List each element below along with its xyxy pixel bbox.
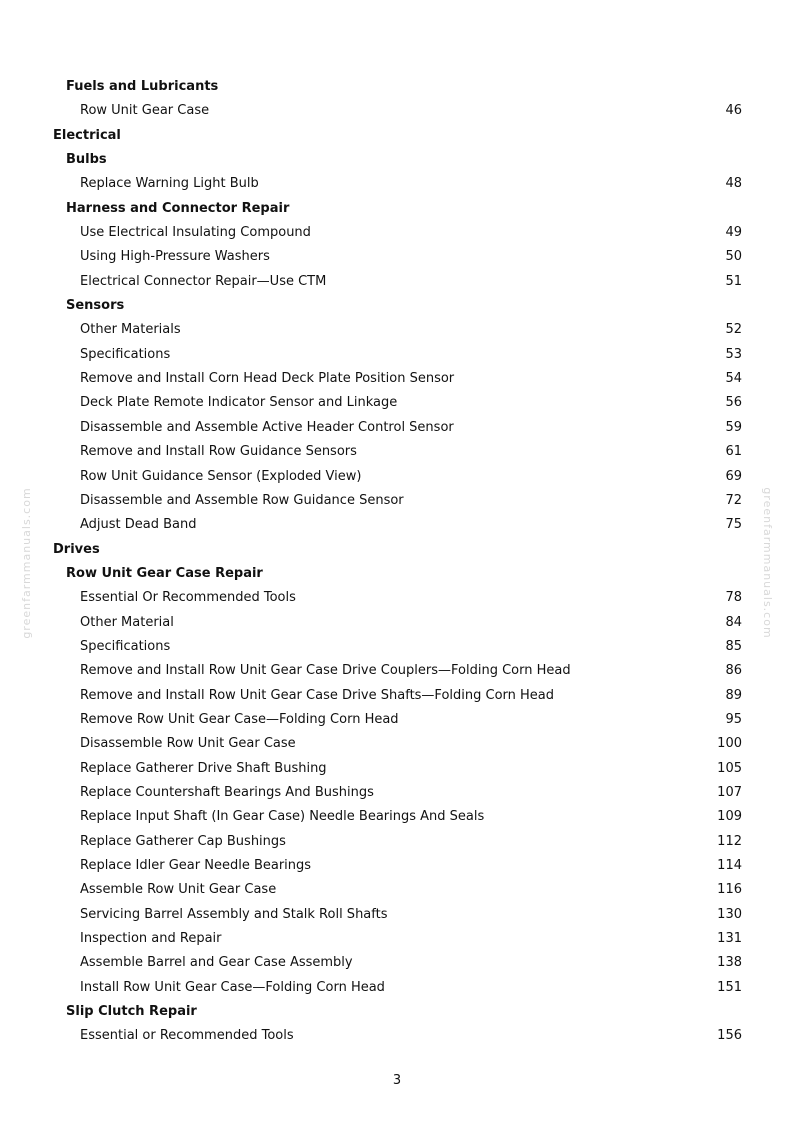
toc-entry[interactable]: [0, 659, 794, 683]
toc-entry[interactable]: [0, 781, 794, 805]
toc-entry[interactable]: [0, 416, 794, 440]
toc-entry-page-number: 61: [725, 444, 742, 460]
toc-entry[interactable]: [0, 854, 794, 878]
toc-section-heading[interactable]: [0, 197, 794, 221]
toc-entry-title: Row Unit Guidance Sensor (Exploded View): [80, 468, 362, 484]
toc-entry-page-number: 112: [717, 833, 742, 849]
toc-entry-title: Specifications: [80, 346, 171, 362]
toc-entry-title: Assemble Barrel and Gear Case Assembly: [80, 955, 353, 971]
toc-entry-page-number: 151: [717, 979, 742, 995]
watermark-left: greenfarmmanuals.com: [20, 487, 33, 639]
toc-entry-page-number: 116: [717, 882, 742, 898]
toc-entry-page-number: 84: [725, 614, 742, 630]
toc-entry-page-number: 107: [717, 784, 742, 800]
toc-entry-title: Using High-Pressure Washers: [80, 249, 270, 265]
toc-entry-title: Inspection and Repair: [80, 931, 222, 947]
toc-entry-title: Remove Row Unit Gear Case—Folding Corn Head: [80, 711, 399, 727]
toc-entry-title: Other Material: [80, 614, 174, 630]
toc-entry-title: Assemble Row Unit Gear Case: [80, 882, 277, 898]
toc-entry-title: Install Row Unit Gear Case—Folding Corn Head: [80, 979, 385, 995]
toc-entry-page-number: 78: [725, 590, 742, 606]
toc-entry-title: Replace Gatherer Cap Bushings: [80, 833, 286, 849]
toc-entry-title: Row Unit Gear Case: [80, 103, 210, 119]
toc-entry[interactable]: [0, 367, 794, 391]
toc-entry[interactable]: [0, 318, 794, 342]
toc-entry-page-number: 130: [717, 906, 742, 922]
toc-entry-title: Harness and Connector Repair: [66, 200, 290, 216]
toc-entry-page-number: 156: [717, 1028, 742, 1044]
toc-entry-page-number: 138: [717, 955, 742, 971]
toc-entry[interactable]: [0, 391, 794, 415]
toc-entry-title: Deck Plate Remote Indicator Sensor and Linkage: [80, 395, 398, 411]
toc-entry[interactable]: [0, 611, 794, 635]
toc-entry-title: Remove and Install Row Guidance Sensors: [80, 444, 357, 460]
toc-entry[interactable]: [0, 830, 794, 854]
toc-entry[interactable]: [0, 732, 794, 756]
toc-entry[interactable]: [0, 245, 794, 269]
toc-entry[interactable]: [0, 586, 794, 610]
toc-entry-title: Fuels and Lubricants: [66, 79, 219, 94]
toc-entry-page-number: 89: [725, 687, 742, 703]
toc-entry-page-number: 131: [717, 931, 742, 947]
toc-entry-page-number: 109: [717, 809, 742, 825]
toc-entry[interactable]: [0, 903, 794, 927]
toc-section-heading[interactable]: [0, 538, 794, 562]
toc-entry-title: Remove and Install Row Unit Gear Case Drive Shafts—Folding Corn Head: [80, 687, 555, 703]
toc-section-heading[interactable]: [0, 75, 794, 99]
toc-entry-page-number: 114: [717, 858, 742, 873]
toc-entry-title: Remove and Install Corn Head Deck Plate Position Sensor: [80, 371, 455, 387]
toc-entry-title: Essential or Recommended Tools: [80, 1028, 294, 1044]
toc-entry[interactable]: [0, 684, 794, 708]
toc-entry-title: Use Electrical Insulating Compound: [80, 225, 311, 241]
toc-entry-title: Essential Or Recommended Tools: [80, 590, 296, 606]
toc-entry-title: Adjust Dead Band: [80, 517, 197, 533]
toc-entry[interactable]: [0, 172, 794, 196]
toc-entry-title: Remove and Install Row Unit Gear Case Drive Couplers—Folding Corn Head: [80, 663, 571, 679]
toc-entry[interactable]: [0, 343, 794, 367]
toc-entry-title: Replace Warning Light Bulb: [80, 176, 259, 192]
toc-entry-title: Replace Countershaft Bearings And Bushings: [80, 784, 374, 800]
table-of-contents: [0, 75, 794, 1049]
toc-entry-title: Electrical: [53, 127, 121, 143]
toc-entry[interactable]: [0, 878, 794, 902]
toc-entry-page-number: 105: [717, 760, 742, 776]
toc-entry-title: Bulbs: [66, 152, 107, 168]
toc-entry-page-number: 48: [725, 176, 742, 192]
toc-entry[interactable]: [0, 270, 794, 294]
toc-entry-title: Replace Idler Gear Needle Bearings: [80, 858, 312, 873]
toc-entry-title: Replace Input Shaft (In Gear Case) Needle Bearings And Seals: [80, 809, 485, 825]
toc-entry-page-number: 49: [725, 225, 742, 241]
toc-entry-title: Disassemble Row Unit Gear Case: [80, 736, 296, 752]
toc-entry[interactable]: [0, 635, 794, 659]
toc-entry-page-number: 75: [725, 517, 742, 533]
page-number: 3: [392, 1073, 402, 1088]
toc-entry[interactable]: [0, 489, 794, 513]
toc-entry[interactable]: [0, 440, 794, 464]
toc-entry[interactable]: [0, 951, 794, 975]
toc-entry-title: Slip Clutch Repair: [66, 1004, 197, 1020]
toc-entry-title: Sensors: [66, 298, 125, 314]
toc-section-heading[interactable]: [0, 148, 794, 172]
toc-entry-page-number: 69: [725, 468, 742, 484]
toc-entry-title: Electrical Connector Repair—Use CTM: [80, 273, 327, 289]
toc-entry[interactable]: [0, 513, 794, 537]
toc-entry-page-number: 53: [725, 346, 742, 362]
toc-entry-title: Specifications: [80, 638, 171, 654]
toc-entry-title: Disassemble and Assemble Active Header Control Sensor: [80, 419, 454, 435]
toc-entry[interactable]: [0, 805, 794, 829]
toc-entry-page-number: 85: [725, 638, 742, 654]
toc-entry-page-number: 59: [725, 419, 742, 435]
toc-entry-title: Replace Gatherer Drive Shaft Bushing: [80, 760, 327, 776]
toc-entry-page-number: 86: [725, 663, 742, 679]
toc-entry-page-number: 52: [725, 322, 742, 338]
toc-entry-page-number: 100: [717, 736, 742, 752]
toc-entry-page-number: 56: [725, 395, 742, 411]
toc-entry[interactable]: [0, 927, 794, 951]
toc-section-heading[interactable]: [0, 1000, 794, 1024]
toc-entry[interactable]: [0, 1024, 794, 1048]
toc-entry[interactable]: [0, 757, 794, 781]
toc-entry[interactable]: [0, 465, 794, 489]
toc-entry-title: Drives: [53, 541, 100, 557]
toc-entry-title: Other Materials: [80, 322, 181, 338]
toc-entry-page-number: 54: [725, 371, 742, 387]
toc-section-heading[interactable]: [0, 294, 794, 318]
toc-entry-page-number: 46: [725, 103, 742, 119]
toc-entry-title: Row Unit Gear Case Repair: [66, 565, 263, 581]
toc-entry-page-number: 95: [725, 711, 742, 727]
toc-entry-page-number: 72: [725, 492, 742, 508]
toc-entry-page-number: 50: [725, 249, 742, 265]
toc-entry[interactable]: [0, 976, 794, 1000]
toc-entry-title: Disassemble and Assemble Row Guidance Sensor: [80, 492, 404, 508]
toc-entry[interactable]: [0, 221, 794, 245]
toc-entry-title: Servicing Barrel Assembly and Stalk Roll Shafts: [80, 906, 388, 922]
watermark-right: greenfarmmanuals.com: [761, 487, 774, 639]
toc-entry[interactable]: [0, 708, 794, 732]
toc-entry[interactable]: [0, 99, 794, 123]
toc-entry-page-number: 51: [725, 273, 742, 289]
toc-section-heading[interactable]: [0, 124, 794, 148]
toc-section-heading[interactable]: [0, 562, 794, 586]
